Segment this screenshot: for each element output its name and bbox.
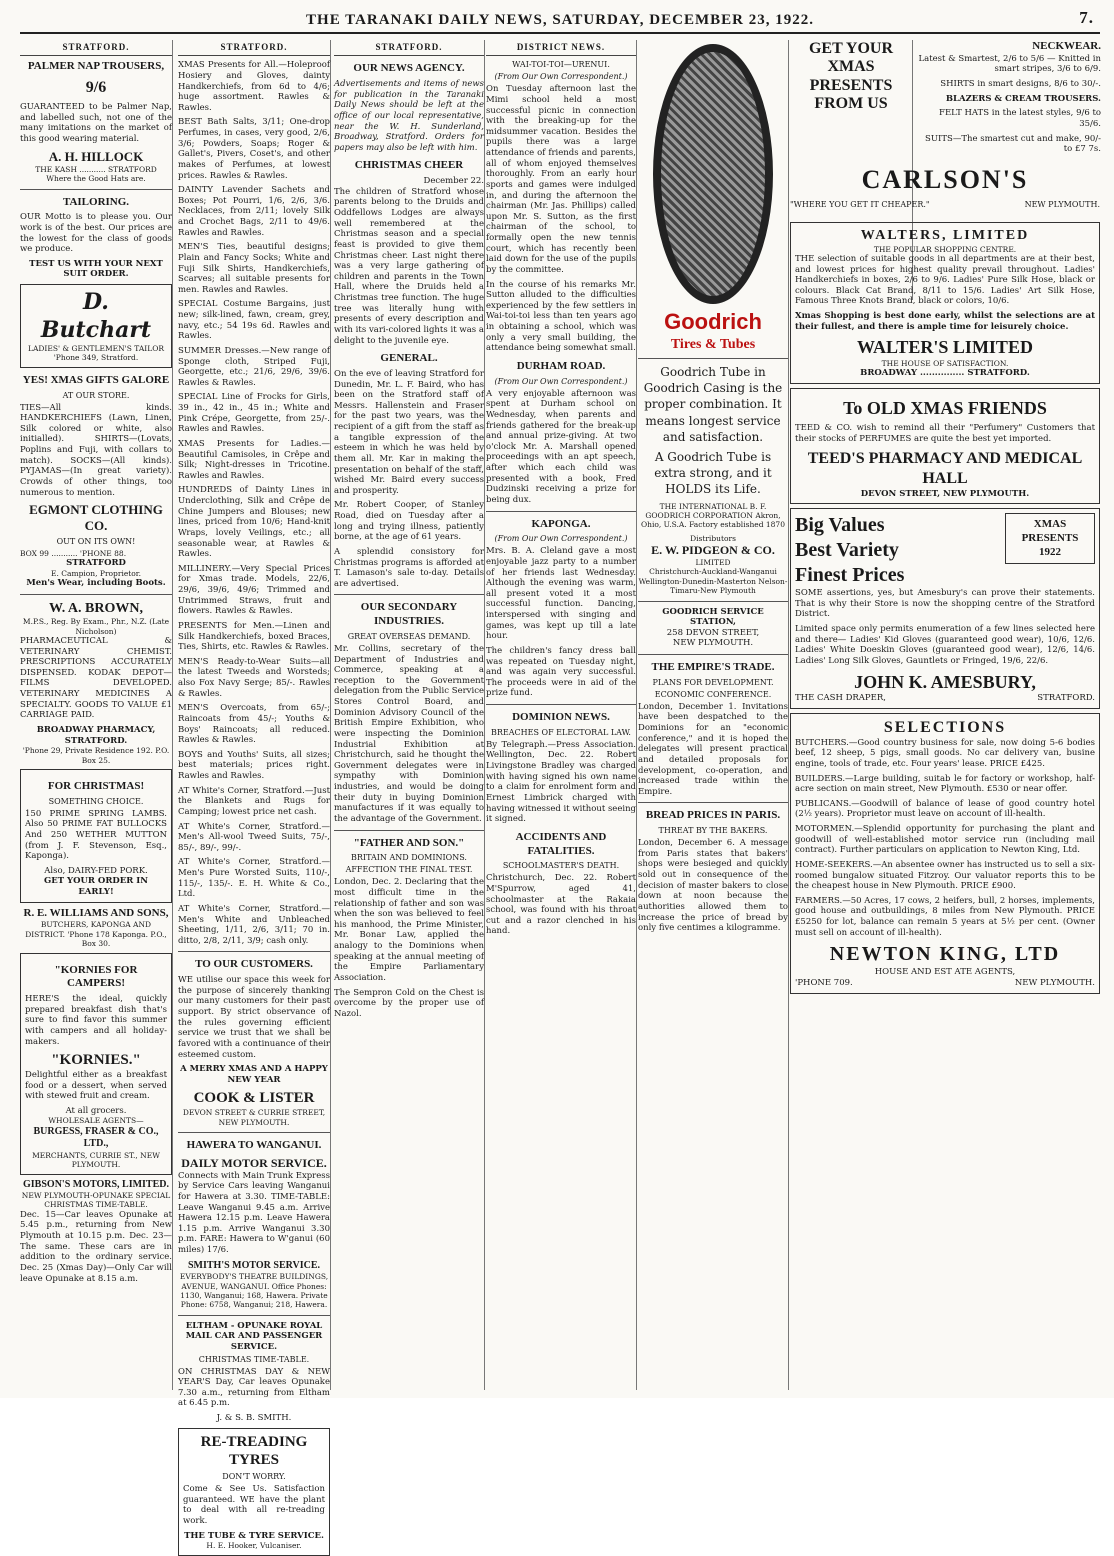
- classified-item: MEN'S Ready-to-Wear Suits—all the latest Tweeds and Worsteds; also Fox Navy Serge; 85/-. Rawles & Rawles.: [178, 656, 330, 699]
- walters-body-2: Xmas Shopping is best done early, whilst the selections are at their fullest, and there is ample time for leisurely choice.: [795, 311, 1095, 332]
- butchart-phone: 'Phone 349, Stratford.: [53, 353, 139, 363]
- christmas-sub: SOMETHING CHOICE.: [48, 796, 144, 806]
- column-4: [486, 40, 637, 1390]
- teeds-pharmacy: TEED'S PHARMACY AND MEDICAL HALL: [807, 449, 1083, 487]
- breaches-sub: BREACHES OF ELECTORAL LAW.: [491, 727, 631, 737]
- pidgeon-towns: Christchurch-Auckland-Wanganui Wellington-Dunedin-Masterton Nelson-Timaru-New Plymouth: [638, 567, 788, 596]
- walters-house: THE HOUSE OF SATISFACTION.: [881, 358, 1009, 368]
- customers-cta: A MERRY XMAS AND A HAPPY NEW YEAR: [180, 1064, 328, 1085]
- suits-line: SUITS—The smartest cut and make, 90/- to £7 7s.: [925, 133, 1101, 155]
- christmas-timetable-body: ON CHRISTMAS DAY & NEW YEAR'S Day, Car leaves Opunake 7.30 a.m., returning from Eltham at 6.45 p.m.: [178, 1366, 330, 1409]
- christmas-cta: GET YOUR ORDER IN EARLY!: [43, 876, 149, 897]
- neckwear-headline: NECKWEAR.: [1032, 40, 1101, 52]
- durham-headline: DURHAM ROAD.: [516, 359, 606, 372]
- amesbury-ad: [790, 508, 1100, 709]
- brown-sub: M.P.S., Reg. By Exam., Phr., N.Z. (Late Nicholson): [22, 617, 170, 636]
- goodrich-body: Goodrich Tube in Goodrich Casing is the proper combination. It means longest service and satisfaction.: [643, 365, 783, 444]
- father-son-body-2: The Sempron Cold on the Chest is overcome by the proper use of Nazol.: [334, 987, 484, 1019]
- amesbury-body-2: Limited space only permits enumeration of a few lines selected here and there— Ladies' Kid Gloves (guaranteed good wear), 10/6, 12/6. Ladies' White Doeskin Gloves (guaranteed good wear), 12/6, 14/6. Ladies' Long Silk Gloves, Gauntlets or Fringed, 19/6, 22/6.: [795, 624, 1095, 666]
- finest-prices: Finest Prices: [795, 564, 905, 587]
- correspondent-line: (From Our Own Correspondent.): [494, 534, 628, 544]
- newton-king-logo: NEWTON KING, LTD: [829, 943, 1061, 966]
- egmont-headline: EGMONT CLOTHING CO.: [29, 502, 163, 534]
- classified-item: SPECIAL Costume Bargains, just new; silk-lined, fawn, cream, grey, navy, etc.; 54 19s 6d. Rawles and Rawles.: [178, 299, 330, 342]
- newton-king-phone: 'PHONE 709.: [795, 977, 853, 988]
- column-7: [790, 218, 1100, 1390]
- williams-headline: R. E. WILLIAMS AND SONS,: [23, 906, 169, 919]
- tyre-service-sub: H. E. Hooker, Vulcaniser.: [206, 1541, 302, 1551]
- classified-item: MEN'S Overcoats, from 65/-; Raincoats from 45/-; Youths & Boys' Raincoats; all reduced. Rawles & Rawles.: [178, 703, 330, 746]
- palmer-body: GUARANTEED to be Palmer Nap, and labelled such, not one of the many imitations on the market of this good wearing material.: [20, 102, 172, 144]
- overseas-body: Mr. Collins, secretary of the Department of Industries and Commerce, speaking at a reception to the Government delegation from the Public Service Stores Control Board, and Dominion Advisory Council of the British Empire Exhibition, who were inspecting the Dominion Industrial Exhibition at Christchurch, said he thought the Government delegates were in sympathy with Dominion industries, and would be doing their duty in buying Dominion manufactures if it was equally to the advantage of the Government.: [334, 643, 484, 824]
- carlson-footer: [790, 200, 1100, 209]
- kaponga-body-2: The children's fancy dress ball was repeated on Tuesday night, and was again very successful. The proceeds were in aid of the prize fund.: [486, 645, 636, 699]
- walters-big: WALTER'S LIMITED: [857, 337, 1033, 358]
- kornies-ad: [20, 953, 172, 1175]
- bread-headline: BREAD PRICES IN PARIS.: [645, 809, 781, 822]
- goodrich-body-2: A Goodrich Tube is extra strong, and it HOLDS its Life.: [654, 449, 772, 497]
- christmas-headline: FOR CHRISTMAS!: [47, 779, 145, 792]
- news-agency-headline: OUR NEWS AGENCY.: [353, 62, 465, 75]
- plans-sub: PLANS FOR DEVELOPMENT.: [652, 677, 774, 687]
- christmas-also: Also, DAIRY-FED PORK.: [44, 865, 148, 876]
- classified-item: HUNDREDS of Dainty Lines in Underclothing, Silk and Crêpe de Chine Jumpers and Blouses; new lines, priced from 10/6; Hand-knit Wraps, lovely Veilings, etc.; all seasonable wear, at Rawles & Rawles.: [178, 485, 330, 560]
- christmas-cheer-headline: CHRISTMAS CHEER: [354, 159, 464, 172]
- column-3: [334, 40, 485, 1390]
- waitotoi-body: On Tuesday afternoon last the Mimi school held a most successful picnic in connection with the breaking-up for the midsummer vacation. Besides the pupils there was a large attendance of friends and parents, all of whom enjoyed themselves thoroughly. From an early hour sports and games were indulged in, and during the afternoon the chairman (Mr. Jas. Phillips) called upon Mr. S. Sutton, as the first chairman of the school, to formally open the new tennis court, which has recently been laid down for the use of the pupils by the committee.: [486, 84, 636, 275]
- pidgeon-name: E. W. PIDGEON & CO.: [651, 543, 775, 557]
- goodrich-station: GOODRICH SERVICE STATION,: [662, 606, 764, 628]
- schoolmaster-sub: SCHOOLMASTER'S DEATH.: [502, 861, 620, 871]
- column-1: [20, 40, 173, 1390]
- amesbury-town: STRATFORD.: [1037, 693, 1095, 703]
- butchart-logo: D. Butchart: [40, 289, 152, 343]
- walters-body: THE selection of suitable goods in all departments are at their best, and lowest prices for highest quality prevail throughout. Ladies' Handkerchiefs in boxes, 2/6 to 9/6. Ladies' Pure Silk Hose, black or colours. Black Cat Brand, 8/11 to 15/6. Ladies' Art Silk Hose, Famous Three Knots Brand, black or colors, 10/6.: [795, 253, 1095, 307]
- selections-motormen: MOTORMEN.—Splendid opportunity for purchasing the plant and goodwill of well-established motor service run (including mail contract). Further particulars on application to Newton King, Ltd.: [795, 824, 1095, 856]
- column-5: [638, 40, 789, 1390]
- kornies-grocers: At all grocers.: [65, 1105, 127, 1116]
- gifts-sub: AT OUR STORE.: [62, 390, 130, 400]
- retreading-headline: RE-TREADING TYRES: [200, 1433, 308, 1469]
- goodrich-tagline: Tires & Tubes: [670, 336, 756, 352]
- daily-motor: DAILY MOTOR SERVICE.: [181, 1155, 327, 1170]
- hawera-headline: HAWERA TO WANGANUI.: [186, 1138, 322, 1151]
- dominion-headline: DOMINION NEWS.: [512, 711, 610, 723]
- tailoring-headline: TAILORING.: [62, 195, 130, 208]
- butchart-subtitle: LADIES' & GENTLEMEN'S TAILOR: [27, 344, 165, 353]
- economic-sub: ECONOMIC CONFERENCE.: [654, 689, 772, 699]
- gibson-sub: NEW PLYMOUTH-OPUNAKE SPECIAL CHRISTMAS TIME-TABLE.: [21, 1191, 171, 1210]
- smiths-sub: EVERYBODY'S THEATRE BUILDINGS, AVENUE, WANGANUI. Office Phones: 1130, Wanganui; 168, Hawera. Private Phone: 6758, Wanganui; 218, Hawera.: [179, 1272, 329, 1310]
- classified-item: XMAS Presents for All.—Holeproof Hosiery and Gloves, dainty Handkerchiefs, from 6d to 4/6; huge assortment. Rawles & Rawles.: [178, 60, 330, 113]
- daily-motor-body: Connects with Main Trunk Express by Service Cars leaving Wanganui for Hawera at 3.30. TIME-TABLE: Leave Wanganui 9.45 a.m. Arrive Hawera 12.15 p.m. Leave Hawera 1.15 p.m. Arrive Wanganui 3.30 p.m. FARE: Hawera to W'ganui (60 miles) 17/6.: [178, 1170, 330, 1255]
- classified-item: AT White's Corner, Stratford.—Men's All-wool Tweed Suits, 75/-, 85/-, 89/-, 99/-.: [178, 821, 330, 853]
- durham-body: A very enjoyable afternoon was spent at Durham school on Wednesday, when parents and friends gathered for the break-up and annual prize-giving. At two o'clock Mr. A. Marshall opened proceedings with an apt speech, after which each child was presented with a book, Fred Dudzinski receiving a prize for being dux.: [486, 388, 636, 505]
- selections-butchers: BUTCHERS.—Good country business for sale, now doing 5-6 bodies beef, 12 sheep, 5 pigs, small goods. No car delivery van, busine engine, tools of trade, etc. Four years' lease. PRICE £425.: [795, 737, 1095, 769]
- palmer-headline: PALMER NAP TROUSERS,: [27, 60, 165, 73]
- kornies-big: "KORNIES.": [51, 1052, 141, 1069]
- goodrich-town: NEW PLYMOUTH.: [672, 638, 754, 649]
- classified-item: SUMMER Dresses.—New range of Sponge cloth, Striped Fuji, Georgette, etc.; 21/6, 29/6, 39/6. Rawles & Rawles.: [178, 345, 330, 388]
- smith-signature: J. & S. B. SMITH.: [216, 1413, 292, 1423]
- felt-line: FELT HATS in the latest styles, 9/6 to 35/6.: [939, 108, 1101, 129]
- amesbury-body: SOME assertions, yes, but Amesbury's can prove their statements. That is why their Store is now the shopping centre of the Stratford District.: [795, 588, 1095, 620]
- goodrich-logo: Goodrich: [664, 309, 762, 334]
- egmont-town: STRATFORD: [66, 558, 126, 568]
- retreading-sub: DON'T WORRY.: [222, 1472, 286, 1482]
- gibson-body: Dec. 15—Car leaves Opunake at 5.45 p.m., returning from New Plymouth at 10.15 p.m. Dec. 23—The same. These cars are in addition to the ordinary service. Dec. 25 (Xmas Day)—Only Car will leave Opunake at 8.15 a.m.: [20, 1209, 172, 1284]
- column-2: [178, 40, 331, 1551]
- walters-sub: THE POPULAR SHOPPING CENTRE.: [873, 244, 1017, 254]
- best-variety: Best Variety: [795, 539, 899, 562]
- general-body-2: Mr. Robert Cooper, of Stanley Road, died on Tuesday after a long and trying illness, patiently borne, at the age of 61 years.: [334, 500, 484, 543]
- masthead-title: THE TARANAKI DAILY NEWS, SATURDAY, DECEMBER 23, 1922.: [306, 11, 814, 28]
- classified-item: SPECIAL Line of Frocks for Girls, 39 in., 42 in., 45 in.; White and Pink Crépe, Georgette, from 25/-. Rawles and Rawles.: [178, 392, 330, 435]
- burgess-head: WHOLESALE AGENTS—: [48, 1116, 144, 1126]
- classified-item: MILLINERY.—Very Special Prices for Xmas trade. Models, 22/6, 29/6, 39/6, 49/6; Trimmed and Untrimmed Straws, fruit and flowers. Rawles & Rawles.: [178, 563, 330, 617]
- friends-headline: To OLD XMAS FRIENDS: [843, 397, 1047, 418]
- gibson-headline: GIBSON'S MOTORS, LIMITED.: [23, 1178, 169, 1190]
- christmas-meat-ad: [20, 769, 172, 903]
- classified-item: DAINTY Lavender Sachets and Boxes; Pot Pourri, 1/6, 2/6, 3/6. Necklaces, from 2/11; lovely Silk and Crochet Bags, 2/11 to 49/6. Rawles and Rawles.: [178, 185, 330, 238]
- cook-lister-address: DEVON STREET & CURRIE STREET, NEW PLYMOUTH.: [182, 1108, 326, 1127]
- egmont-prop: E. Campion, Proprietor.: [51, 568, 141, 578]
- classified-item: BEST Bath Salts, 3/11; One-drop Perfumes, in cases, very good, 2/6, 3/6; Powders, Soaps; Roger & Gallet's, Pivers, Coset's, and other makes of Perfumes, at lowest prices. Rawles & Rawles.: [178, 117, 330, 181]
- retreading-body: Come & See Us. Satisfaction guaranteed. WE have the plant to deal with all re-treading work.: [183, 1484, 325, 1526]
- butchart-ad: [20, 284, 172, 368]
- burgess-sub: MERCHANTS, CURRIE ST., NEW PLYMOUTH.: [32, 1150, 160, 1170]
- father-son-sub2: AFFECTION THE FINAL TEST.: [345, 865, 473, 875]
- cook-lister: COOK & LISTER: [193, 1090, 315, 1107]
- walters-ad: [790, 222, 1100, 384]
- bread-sub: THREAT BY THE BAKERS.: [658, 826, 768, 836]
- secondary-industries-headline: OUR SECONDARY INDUSTRIES.: [360, 601, 458, 628]
- correspondent-line: (From Our Own Correspondent.): [494, 376, 628, 386]
- classified-item: PRESENTS for Men.—Linen and Silk Handkerchiefs, boxed Braces, Ties, Shirts, etc. Rawles & Rawles.: [178, 620, 330, 653]
- correspondent-line: (From Our Own Correspondent.): [494, 72, 628, 82]
- broadway-phone: 'Phone 29, Private Residence 192. P.O. Box 25.: [22, 746, 170, 765]
- christmas-cheer-date: December 22.: [423, 176, 484, 187]
- carlson-logo: CARLSON'S: [861, 165, 1029, 194]
- christmas-cheer-body: The children of Stratford whose parents belong to the Druids and Oddfellows Lodges are always well remembered at the Christmas season and a special feast is provided to give them Christmas cheer. Last night there was a very large gathering of children and parents in the Town Hall, where the Druids held a Christmas tree function. The huge tree was literally hung with presents of every description and with its vari-colored lights it was a delight to the juvenile eye.: [334, 186, 484, 346]
- shirts-line: SHIRTS in smart designs, 8/6 to 30/-.: [940, 79, 1101, 89]
- eltham-headline: ELTHAM - OPUNAKE ROYAL MAIL CAR AND PASSENGER SERVICE.: [185, 1320, 323, 1352]
- christmas-body: 150 PRIME SPRING LAMBS. Also 50 PRIME FAT BULLOCKS And 250 WETHER MUTTON (from J. F. Stevenson, Esq., Kaponga).: [25, 808, 167, 862]
- newton-king-ad: [790, 713, 1100, 994]
- gifts-body: TIES—All kinds. HANDKERCHIEFS (Lawn, Linen, Silk colored or white, also initialled). SHIRTS—(Lovats, Poplins and Fuji, with collars to match). SOCKS—(All kinds). PYJAMAS—(In great variety). Crowds of other things, too numerous to mention.: [20, 402, 172, 498]
- general-body: On the eve of leaving Stratford for Dunedin, Mr. L. F. Baird, who has been on the Stratford staff of Messrs. Hallenstein and Fraser for the past two years, was the recipient of a gift from the staff as a tangible expression of the esteem in which he was held by them all. Mr. Kar in making the presentation on behalf of the staff, wished Mr. Baird every success and prosperity.: [334, 368, 484, 496]
- egmont-tagline: Men's Wear, including Boots.: [26, 578, 166, 588]
- section-header: DISTRICT NEWS.: [486, 40, 636, 56]
- retreading-ad: [178, 1428, 330, 1556]
- newton-king-town: NEW PLYMOUTH.: [1014, 977, 1095, 988]
- schoolmaster-body: Christchurch, Dec. 22. Robert M'Spurrow, aged 41, schoolmaster at the Rakaia school, was found with his throat cut and a razor clenched in his hand.: [486, 873, 636, 937]
- news-agency-body: Advertisements and items of news for publication in the Taranaki Daily News should be left at the office of our local representative, near the W. H. Sunderland, Broadway, Stratford. Orders for papers may also be left with him.: [334, 79, 484, 153]
- distributors-label: Distributors: [690, 533, 736, 543]
- classified-item: AT White's Corner, Stratford.—Men's Pure Worsted Suits, 110/-, 115/-, 135/-. E. H. White & Co., Ltd.: [178, 857, 330, 900]
- big-values: Big Values: [795, 514, 885, 537]
- father-son-headline: "FATHER AND SON.": [353, 836, 465, 849]
- carlson-tagline: "WHERE YOU GET IT CHEAPER.": [790, 200, 930, 209]
- selections-publicans: PUBLICANS.—Goodwill of balance of lease of good country hotel (2½ years). Proprietor must leave on account of ill-health.: [795, 798, 1095, 820]
- teeds-ad: [790, 388, 1100, 504]
- father-son-body: London, Dec. 2. Declaring that the most difficult time in the relationship of father and son was when the son was believed to feel his manhood, the Prime Minister, Mr. Bonar Law, applied the analogy to the Dominions when speaking at the annual meeting of the Empire Parliamentary Association.: [334, 877, 484, 983]
- brown-body: PHARMACEUTICAL & VETERINARY CHEMIST. PRESCRIPTIONS ACCURATELY DISPENSED. KODAK DEPOT—FILMS DEVELOPED. VETERINARY MEDICINES A SPECIALTY. GOODS TO VALUE £1 CARRIAGE PAID.: [20, 635, 172, 721]
- tyre-service: THE TUBE & TYRE SERVICE.: [184, 1530, 324, 1541]
- empire-body: London, December 1. Invitations have been despatched to the Dominions for an "economic conference," and it is hoped the delegates will present practical and detailed proposals for development, co-operation, and increased trade within the Empire.: [638, 701, 788, 797]
- classified-item: MEN'S Ties, beautiful designs; Plain and Fancy Socks; White and Fuji Silk Shirts, Handkerchiefs, Scarves; all suitable presents for men. Rawles and Rawles.: [178, 242, 330, 295]
- tailoring-body: OUR Motto is to please you. Our work is of the best. Our prices are the lowest for the class of goods we produce.: [20, 212, 172, 255]
- friends-body: TEED & CO. wish to remind all their "Perfumery" Customers that their stocks of PERFUMES are quite the best yet imported.: [795, 423, 1095, 444]
- carlson-details: [915, 40, 1101, 240]
- bread-body: London, December 6. A message from Paris states that bakers' shops were besieged and quickly sold out in consequence of the decision of master bakers to close down at noon because the authorities allowed them to increase the price of bread by only five centimes a kilogramme.: [638, 838, 788, 934]
- amesbury-name: JOHN K. AMESBURY,: [854, 671, 1036, 692]
- overseas-sub: GREAT OVERSEAS DEMAND.: [347, 631, 471, 641]
- waitotoi-headline: WAI-TOI-TOI—URENUI.: [512, 60, 610, 70]
- walters-street: BROADWAY ............... STRATFORD.: [860, 368, 1030, 379]
- tire-illustration: [653, 44, 773, 304]
- smiths-motor: SMITH'S MOTOR SERVICE.: [188, 1259, 320, 1271]
- selections-farmers: FARMERS.—50 Acres, 17 cows, 2 heifers, bull, 2 horses, implements, good house and outbuildings, 8 miles from New Plymouth. PRICE £5250 for lot, balance can remain 5 years at 5½ per cent. (Owner must sell on account of ill-health).: [795, 895, 1095, 938]
- walters-headline: WALTERS, LIMITED: [860, 228, 1030, 243]
- get-your-presents: GET YOUR XMAS PRESENTS FROM US: [808, 40, 893, 113]
- kornies-body2: Delightful either as a breakfast food or a dessert, when served with stewed fruit and cream.: [25, 1069, 167, 1102]
- amesbury-sub: THE CASH DRAPER,: [795, 693, 886, 703]
- empire-trade-headline: THE EMPIRE'S TRADE.: [651, 661, 775, 673]
- egmont-sub: OUT ON ITS OWN!: [56, 536, 136, 546]
- egmont-box: BOX 99 ........... 'PHONE 88.: [20, 548, 127, 558]
- page-number: 7.: [1079, 8, 1094, 27]
- breaches-body: By Telegraph.—Press Association. Wellington, Dec. 22. Robert Livingstone Bradley was charged with having signed his own name to a claim for enrolment form and Ernest Limbrick charged with having witnessed it without seeing it signed.: [486, 739, 636, 825]
- father-son-sub: BRITAIN AND DOMINIONS.: [351, 853, 467, 863]
- general-headline: GENERAL.: [380, 352, 438, 365]
- section-header: STRATFORD.: [178, 40, 330, 56]
- hillock-name: A. H. HILLOCK: [48, 148, 144, 164]
- section-header: STRATFORD.: [334, 40, 484, 56]
- kaponga-headline: KAPONGA.: [531, 517, 591, 530]
- waitotoi-body-2: In the course of his remarks Mr. Sutton alluded to the difficulties experienced by the few settlers in Wai-toi-toi less than ten years ago in obtaining a school, which was only a very small building, the attendance being somewhat small.: [486, 279, 636, 354]
- broadway-pharmacy: BROADWAY PHARMACY, STRATFORD.: [36, 724, 156, 746]
- selections-headline: SELECTIONS: [883, 718, 1007, 736]
- blazers-line: BLAZERS & CREAM TROUSERS.: [945, 93, 1101, 104]
- section-header: STRATFORD.: [20, 40, 172, 56]
- neckwear-body: Latest & Smartest, 2/6 to 5/6 — Knitted in smart stripes, 3/6 to 6/9.: [918, 53, 1101, 75]
- goodrich-address: 258 DEVON STREET,: [666, 627, 760, 638]
- burgess-name: BURGESS, FRASER & CO., LTD.,: [33, 1125, 159, 1150]
- classified-item: BOYS and Youths' Suits, all sizes; best materials; prices right. Rawles and Rawles.: [178, 749, 330, 781]
- williams-sub: BUTCHERS, KAPONGA AND DISTRICT. 'Phone 178 Kaponga. P.O., Box 30.: [25, 920, 167, 949]
- tailoring-cta: TEST US WITH YOUR NEXT SUIT ORDER.: [29, 258, 163, 280]
- customers-body: WE utilise our space this week for the purpose of sincerely thanking our many customers for their past support. By strict observance of the rules governing efficient service we trust that we shall be favored with a continuance of their esteemed custom.: [178, 975, 330, 1060]
- masthead: [20, 8, 1100, 34]
- hillock-address: THE KASH ........... STRATFORD: [35, 164, 157, 174]
- kornies-body: HERE'S the ideal, quickly prepared breakfast dish that's sure to find favor this summer with campers and all holiday-makers.: [25, 994, 167, 1047]
- selections-builders: BUILDERS.—Large building, suitab le for factory or workshop, half-acre section on main street, New Plymouth. £530 or near offer.: [795, 773, 1095, 795]
- carlson-town: NEW PLYMOUTH.: [1024, 200, 1100, 209]
- classified-item: AT White's Corner, Stratford.—Men's White and Unbleached Sheeting, 1/11, 2/6, 3/11; 70 in. ditto, 2/8, 2/11, 3/9; cash only.: [178, 903, 330, 946]
- classified-item: AT White's Corner, Stratford.—Just the Blankets and Rugs for Camping; lowest price net cash.: [178, 785, 330, 817]
- general-body-3: A splendid consistory for Christmas programs is afforded at T. Lamason's sale to-day. Details are advertised.: [334, 546, 484, 589]
- goodrich-corporation: THE INTERNATIONAL B. F. GOODRICH CORPORATION Akron, Ohio, U.S.A. Factory established 1870: [641, 501, 785, 530]
- kornies-headline: "KORNIES FOR CAMPERS!: [54, 963, 138, 990]
- christmas-timetable: CHRISTMAS TIME-TABLE.: [198, 1354, 310, 1364]
- newton-king-sub: HOUSE AND EST ATE AGENTS,: [874, 967, 1016, 978]
- gifts-headline: YES! XMAS GIFTS GALORE: [22, 373, 170, 386]
- brown-headline: W. A. BROWN,: [48, 600, 143, 616]
- palmer-price: 9/6: [85, 79, 107, 96]
- customers-headline: TO OUR CUSTOMERS.: [195, 958, 313, 971]
- selections-homeseekers: HOME-SEEKERS.—An absentee owner has instructed us to sell a six-roomed bungalow situated Fitzroy. Our valuator reports this to be the cheapest house in New Plymouth. PRICE £900.: [795, 859, 1095, 892]
- pidgeon-sub: LIMITED: [695, 558, 731, 567]
- kaponga-body: Mrs. B. A. Cleland gave a most enjoyable jazz party to a number of her friends last Wednesday. Although the evening was warm, all present voted it a most successful function. Dancing, interspersed with singing and games, was kept up till a late hour.: [486, 546, 636, 642]
- teeds-address: DEVON STREET, NEW PLYMOUTH.: [860, 488, 1030, 499]
- xmas-presents-box: XMAS PRESENTS 1922: [1005, 513, 1095, 564]
- classified-item: XMAS Presents for Ladies.—Beautiful Camisoles, in Crêpe and Silk; Night-dresses in Tricotine. Rawles and Rawles.: [178, 438, 330, 481]
- hillock-tagline: Where the Good Hats are.: [46, 174, 146, 184]
- accidents-headline: ACCIDENTS AND FATALITIES.: [515, 830, 607, 857]
